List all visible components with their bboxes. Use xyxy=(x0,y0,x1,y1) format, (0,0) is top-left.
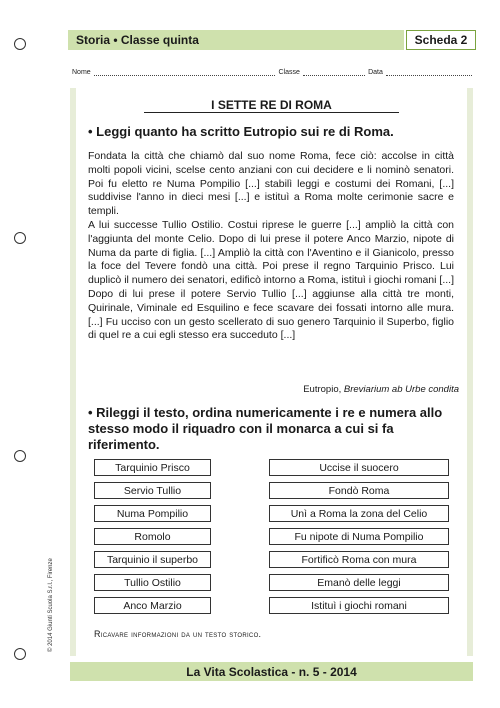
deed-box[interactable]: Unì a Roma la zona del Celio xyxy=(269,505,449,522)
match-row xyxy=(94,574,449,591)
footer-bar xyxy=(70,662,473,681)
data-field[interactable] xyxy=(386,68,472,76)
binder-hole-3 xyxy=(14,450,26,462)
match-row xyxy=(94,551,449,568)
match-row xyxy=(94,459,449,476)
header-bar xyxy=(68,30,404,50)
king-box[interactable]: Tullio Ostilio xyxy=(94,574,211,591)
king-box[interactable]: Tarquinio il superbo xyxy=(94,551,211,568)
deed-box[interactable]: Fu nipote di Numa Pompilio xyxy=(269,528,449,545)
king-box[interactable]: Servio Tullio xyxy=(94,482,211,499)
match-row xyxy=(94,505,449,522)
data-label: Data xyxy=(368,69,383,76)
deed-box[interactable]: Istituì i giochi romani xyxy=(269,597,449,614)
nome-label: Nome xyxy=(72,69,91,76)
binder-hole-2 xyxy=(14,232,26,244)
source-work: Breviarium ab Urbe condita xyxy=(343,384,459,395)
match-row xyxy=(94,597,449,614)
skill-note: Ricavare informazioni da un testo storico. xyxy=(94,629,262,639)
deed-box[interactable]: Fondò Roma xyxy=(269,482,449,499)
match-row xyxy=(94,482,449,499)
magazine-label: La Vita Scolastica - n. 5 - 2014 xyxy=(186,664,357,679)
deed-box[interactable]: Uccise il suocero xyxy=(269,459,449,476)
question-1: • Leggi quanto ha scritto Eutropio sui re di Roma. xyxy=(88,124,394,139)
king-box[interactable]: Numa Pompilio xyxy=(94,505,211,522)
classe-label: Classe xyxy=(278,69,300,76)
king-box[interactable]: Tarquinio Prisco xyxy=(94,459,211,476)
passage-source xyxy=(303,384,459,395)
student-fields xyxy=(72,68,472,76)
worksheet-panel xyxy=(70,88,473,656)
eutropio-passage: Fondata la città che chiamò dal suo nome Roma, fece ciò: accolse in città molti popoli vicini, scelse cento anziani con cui decidere e li nominò senatori. Poi fu eletto re Numa Pompilio [...] stabilì leggi e costumi dei Romani, [...] suddivise l'anno in dieci mesi [...] e istituì a Roma molte cerimonie sacre e templi. A lui successe Tullio Ostilio. Costui riprese le guerre [...] ampliò la città con l'aggiunta del monte Celio. Dopo di lui prese il potere Anco Marzio, nipote di Numa da parte di figlia. [...] Ampliò la città con l'Aventino e il Gianicolo, presso la foce del Tevere fondò una città. Poi prese il regno Tarquinio Prisco. Lui duplicò il numero dei senatori, edificò intorno a Roma, istituì i giochi romani [...] Dopo di lui prese il potere Servio Tullio [...] aggiunse alla città tre monti, Quirinale, Viminale ed Esquilino e fece scavare dei fossati intorno alle mura. [...] Fu ucciso con un gesto scellerato di suo genero Tarquinio il Superbo, figlio di quel re a cui egli stesso era succeduto [...] xyxy=(88,150,454,342)
binder-hole-4 xyxy=(14,648,26,660)
source-author: Eutropio, xyxy=(303,384,342,395)
classe-field[interactable] xyxy=(303,68,365,76)
match-row xyxy=(94,528,449,545)
worksheet-paper xyxy=(76,88,467,656)
header-title: Storia • Classe quinta xyxy=(76,33,199,47)
copyright-text: © 2014 Giunti Scuola S.r.l., Firenze xyxy=(48,558,54,652)
king-box[interactable]: Romolo xyxy=(94,528,211,545)
question-2: • Rileggi il testo, ordina numericamente i re e numera allo stesso modo il riquadro con il monarca a cui si fa riferimento. xyxy=(88,405,443,452)
nome-field[interactable] xyxy=(94,68,276,76)
title-underline xyxy=(144,112,399,113)
scheda-label: Scheda 2 xyxy=(406,30,476,50)
worksheet-title: I SETTE RE DI ROMA xyxy=(211,98,332,112)
deed-box[interactable]: Emanò delle leggi xyxy=(269,574,449,591)
deed-box[interactable]: Fortificò Roma con mura xyxy=(269,551,449,568)
king-box[interactable]: Anco Marzio xyxy=(94,597,211,614)
binder-hole-1 xyxy=(14,38,26,50)
